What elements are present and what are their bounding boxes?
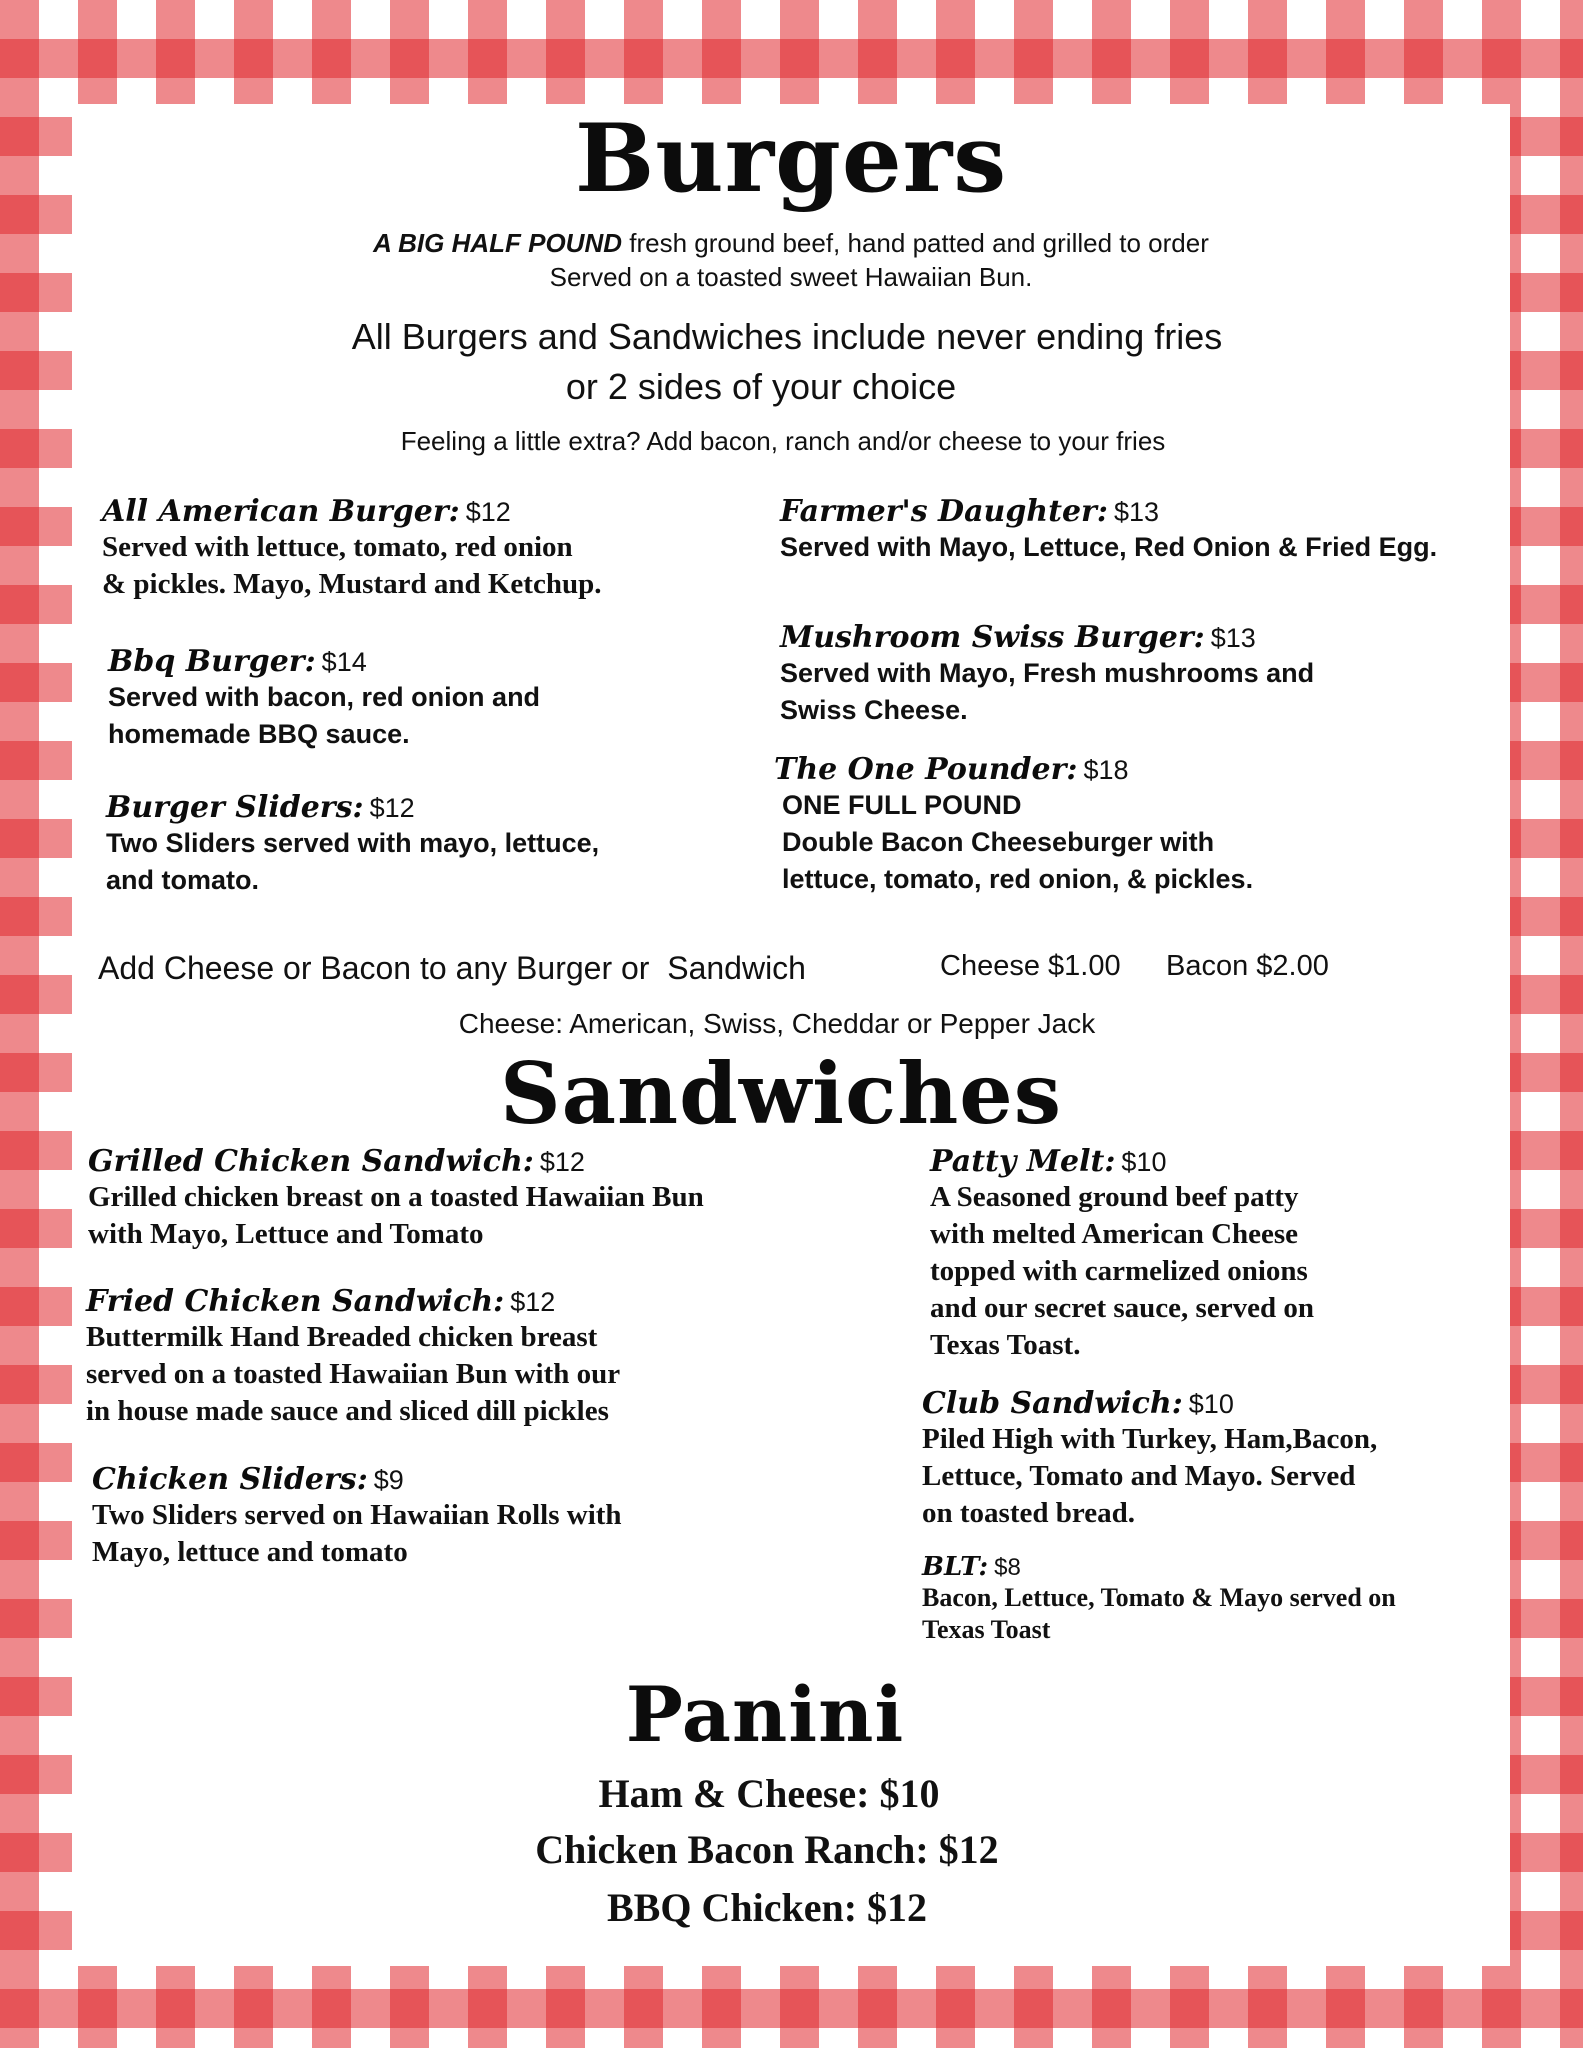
item-desc: A Seasoned ground beef patty xyxy=(930,1181,1299,1213)
extra-line: Feeling a little extra? Add bacon, ranch and/or cheese to your fries xyxy=(400,426,1166,456)
item-name: The One Pounder: xyxy=(774,752,1078,787)
intro-bold: A BIG HALF POUND xyxy=(373,228,623,258)
item-name: Mushroom Swiss Burger: xyxy=(780,620,1205,655)
menu-item xyxy=(922,1386,1492,1532)
menu-item xyxy=(108,644,728,753)
item-price: $9 xyxy=(373,1465,404,1495)
addon-text: Add Cheese or Bacon to any Burger or Sandwich xyxy=(98,950,806,986)
cheese-types: Cheese: American, Swiss, Cheddar or Pepper Jack xyxy=(458,1008,1096,1039)
item-name: Patty Melt: xyxy=(930,1144,1116,1179)
item-name: Bbq Burger: xyxy=(108,644,316,679)
burgers-title: Burgers xyxy=(574,104,1008,214)
item-price: $8 xyxy=(994,1554,1021,1581)
item-desc: & pickles. Mayo, Mustard and Ketchup. xyxy=(102,568,602,600)
item-desc: ONE FULL POUND xyxy=(782,790,1022,820)
item-name: Chicken Sliders: xyxy=(92,1462,368,1497)
menu-item xyxy=(780,620,1480,729)
item-desc: Buttermilk Hand Breaded chicken breast xyxy=(86,1321,598,1353)
panini-title: Panini xyxy=(625,1670,905,1759)
menu-item xyxy=(86,1284,846,1430)
item-desc: Served with Mayo, Fresh mushrooms and xyxy=(780,658,1315,688)
item-price: $12 xyxy=(465,497,511,527)
item-desc: Texas Toast. xyxy=(930,1329,1081,1361)
item-name: BLT: xyxy=(922,1552,989,1582)
panini-item: Chicken Bacon Ranch: $12 xyxy=(535,1827,999,1872)
sandwiches-title: Sandwiches xyxy=(499,1044,1063,1143)
item-price: $10 xyxy=(1188,1389,1234,1419)
item-desc: with melted American Cheese xyxy=(930,1218,1299,1250)
item-desc: served on a toasted Hawaiian Bun with our xyxy=(86,1358,621,1390)
burgers-intro-line2: Served on a toasted sweet Hawaiian Bun. xyxy=(549,262,1033,292)
item-desc: Served with Mayo, Lettuce, Red Onion & Fried Egg. xyxy=(780,532,1438,562)
menu-item xyxy=(922,1552,1502,1646)
burgers-intro-line1 xyxy=(72,228,1510,259)
menu-item xyxy=(774,752,1474,898)
item-desc: lettuce, tomato, red onion, & pickles. xyxy=(782,864,1254,894)
item-name: Grilled Chicken Sandwich: xyxy=(88,1144,534,1179)
item-desc: Grilled chicken breast on a toasted Hawaiian Bun xyxy=(88,1181,704,1213)
item-name: Fried Chicken Sandwich: xyxy=(86,1284,505,1319)
menu-item xyxy=(780,494,1490,566)
item-desc: Swiss Cheese. xyxy=(780,695,968,725)
item-price: $12 xyxy=(510,1287,556,1317)
fries-line-2: or 2 sides of your choice xyxy=(565,366,957,407)
item-desc: topped with carmelized onions xyxy=(930,1255,1308,1287)
item-desc: with Mayo, Lettuce and Tomato xyxy=(88,1218,484,1250)
panini-item: BBQ Chicken: $12 xyxy=(606,1885,928,1930)
addon-cheese-price: Cheese $1.00 xyxy=(940,950,1121,982)
panini-item: Ham & Cheese: $10 xyxy=(598,1771,940,1816)
intro-rest: fresh ground beef, hand patted and grilled to order xyxy=(629,228,1209,258)
item-price: $12 xyxy=(369,793,415,823)
item-name: Farmer's Daughter: xyxy=(780,494,1108,529)
item-desc: in house made sauce and sliced dill pickles xyxy=(86,1395,609,1427)
item-price: $10 xyxy=(1121,1147,1167,1177)
item-name: Burger Sliders: xyxy=(106,790,364,825)
item-price: $13 xyxy=(1113,497,1159,527)
item-desc: Served with lettuce, tomato, red onion xyxy=(102,531,573,563)
menu-sheet xyxy=(72,104,1510,1966)
addon-bacon-price: Bacon $2.00 xyxy=(1166,950,1329,982)
menu-item xyxy=(88,1144,848,1253)
item-desc: and our secret sauce, served on xyxy=(930,1292,1314,1324)
item-name: Club Sandwich: xyxy=(922,1386,1183,1421)
menu-item xyxy=(106,790,726,899)
item-price: $18 xyxy=(1083,755,1129,785)
item-desc: Bacon, Lettuce, Tomato & Mayo served on xyxy=(922,1583,1396,1612)
item-desc: Piled High with Turkey, Ham,Bacon, xyxy=(922,1423,1378,1455)
item-desc: Served with bacon, red onion and xyxy=(108,682,541,712)
item-name: All American Burger: xyxy=(102,494,460,529)
item-price: $12 xyxy=(539,1147,585,1177)
item-desc: on toasted bread. xyxy=(922,1497,1135,1529)
item-desc: Lettuce, Tomato and Mayo. Served xyxy=(922,1460,1356,1492)
item-desc: Double Bacon Cheeseburger with xyxy=(782,827,1215,857)
item-desc: Two Sliders served with mayo, lettuce, xyxy=(106,828,600,858)
item-desc: Two Sliders served on Hawaiian Rolls with xyxy=(92,1499,622,1531)
fries-line-1: All Burgers and Sandwiches include never ending fries xyxy=(351,316,1223,357)
menu-item xyxy=(92,1462,852,1571)
item-desc: Texas Toast xyxy=(922,1615,1051,1644)
item-desc: and tomato. xyxy=(106,865,259,895)
item-desc: homemade BBQ sauce. xyxy=(108,719,410,749)
item-price: $13 xyxy=(1210,623,1256,653)
menu-item xyxy=(930,1144,1490,1364)
item-desc: Mayo, lettuce and tomato xyxy=(92,1536,408,1568)
item-price: $14 xyxy=(321,647,367,677)
menu-item xyxy=(102,494,742,603)
